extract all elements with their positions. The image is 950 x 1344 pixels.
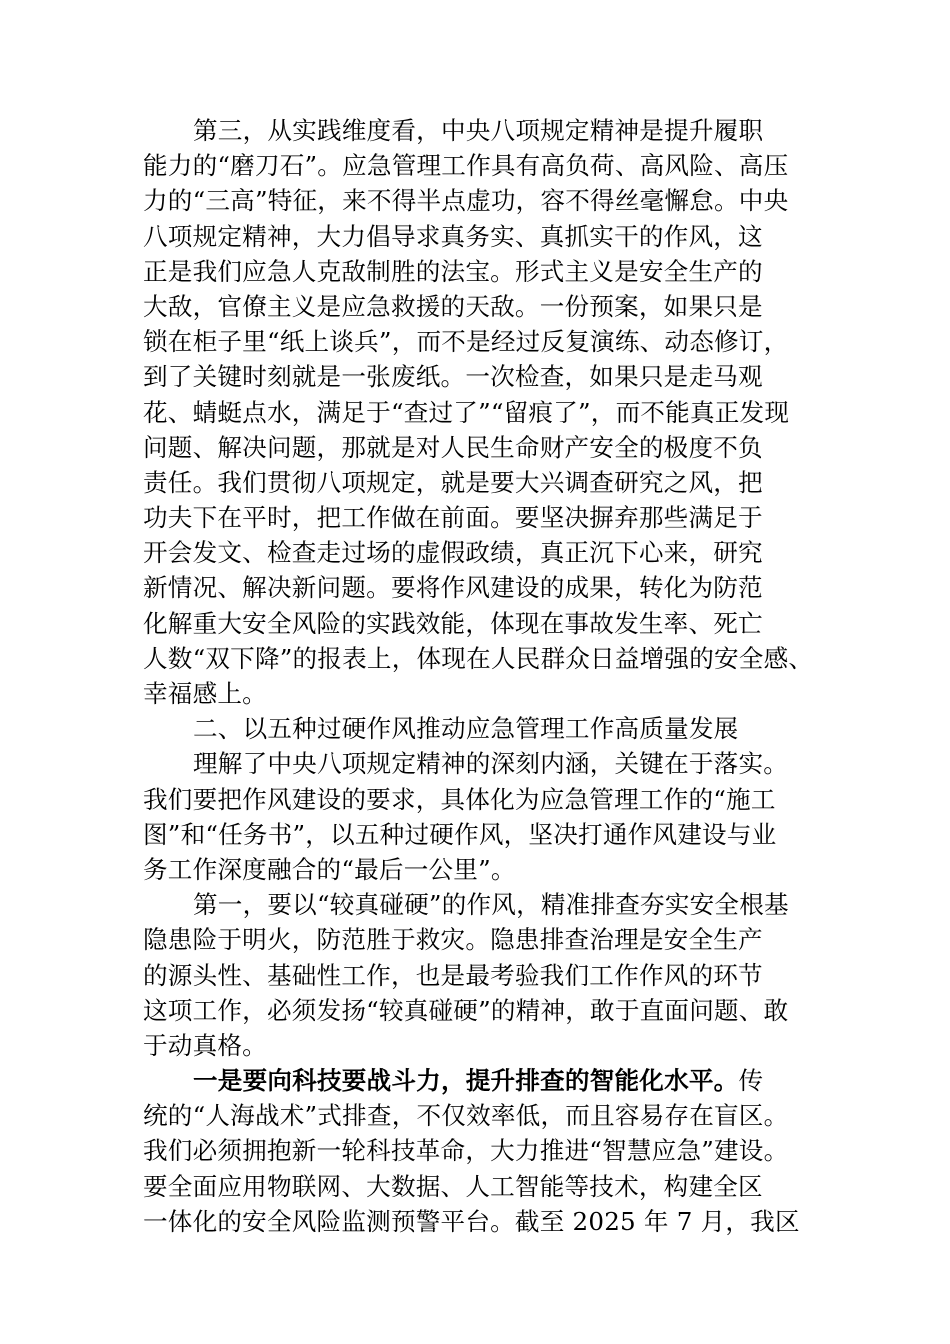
body-line: 新情况、解决新问题。要将作风建设的成果，转化为防范 (143, 573, 763, 603)
body-line: 于动真格。 (143, 1030, 267, 1060)
body-line: 能力的“磨刀石”。应急管理工作具有高负荷、高风险、高压 (143, 151, 789, 181)
line-continuation: 传 (738, 1066, 764, 1096)
body-line (143, 1063, 809, 1098)
body-line: 力的“三高”特征，来不得半点虚功，容不得丝毫懈怠。中央 (143, 186, 789, 216)
body-line: 功夫下在平时，把工作做在前面。要坚决摒弃那些满足于 (143, 503, 763, 533)
body-line: 我们要把作风建设的要求，具体化为应急管理工作的“施工 (143, 784, 776, 814)
body-line: 要全面应用物联网、大数据、人工智能等技术，构建全区 (143, 1171, 763, 1201)
body-line: 统的“人海战术”式排查，不仅效率低，而且容易存在盲区。 (143, 1101, 789, 1131)
body-line: 一体化的安全风险监测预警平台。截至 2025 年 7 月，我区 (143, 1206, 800, 1236)
body-line: 正是我们应急人克敌制胜的法宝。形式主义是安全生产的 (143, 256, 763, 286)
bold-lead-sentence: 一是要向科技要战斗力，提升排查的智能化水平。 (193, 1066, 739, 1096)
section-heading: 二、以五种过硬作风推动应急管理工作高质量发展 (193, 714, 739, 744)
document-body (143, 113, 814, 1239)
body-line: 幸福感上。 (143, 679, 267, 708)
body-line: 这项工作，必须发扬“较真碰硬”的精神，敢于直面问题、敢 (143, 995, 789, 1025)
body-line: 人数“双下降”的报表上，体现在人民群众日益增强的安全感、 (143, 643, 814, 673)
body-line: 第三，从实践维度看，中央八项规定精神是提升履职 (193, 116, 764, 145)
body-line: 八项规定精神，大力倡导求真务实、真抓实干的作风，这 (143, 221, 763, 251)
body-line: 开会发文、检查走过场的虚假政绩，真正沉下心来，研究 (143, 538, 763, 568)
body-line: 大敌，官僚主义是应急救援的天敌。一份预案，如果只是 (143, 291, 763, 321)
body-line: 理解了中央八项规定精神的深刻内涵，关键在于落实。 (193, 749, 789, 779)
body-line: 务工作深度融合的“最后一公里”。 (143, 854, 516, 884)
body-line: 到了关键时刻就是一张废纸。一次检查，如果只是走马观 (143, 362, 763, 392)
body-line: 问题、解决问题，那就是对人民生命财产安全的极度不负 (143, 432, 763, 462)
body-line: 锁在柜子里“纸上谈兵”，而不是经过反复演练、动态修订， (143, 327, 789, 357)
body-line: 第一，要以“较真碰硬”的作风，精准排查夯实安全根基 (193, 890, 789, 920)
body-line: 图”和“任务书”，以五种过硬作风，坚决打通作风建设与业 (143, 819, 777, 849)
body-line: 花、蜻蜓点水，满足于“查过了”“留痕了”，而不能真正发现 (143, 397, 790, 427)
body-line: 我们必须拥抱新一轮科技革命，大力推进“智慧应急”建设。 (143, 1136, 789, 1166)
body-line: 隐患险于明火，防范胜于救灾。隐患排查治理是安全生产 (143, 925, 763, 955)
body-line: 化解重大安全风险的实践效能，体现在事故发生率、死亡 (143, 608, 763, 638)
body-line: 责任。我们贯彻八项规定，就是要大兴调查研究之风，把 (143, 467, 763, 497)
body-line: 的源头性、基础性工作，也是最考验我们工作作风的环节 (143, 960, 763, 990)
